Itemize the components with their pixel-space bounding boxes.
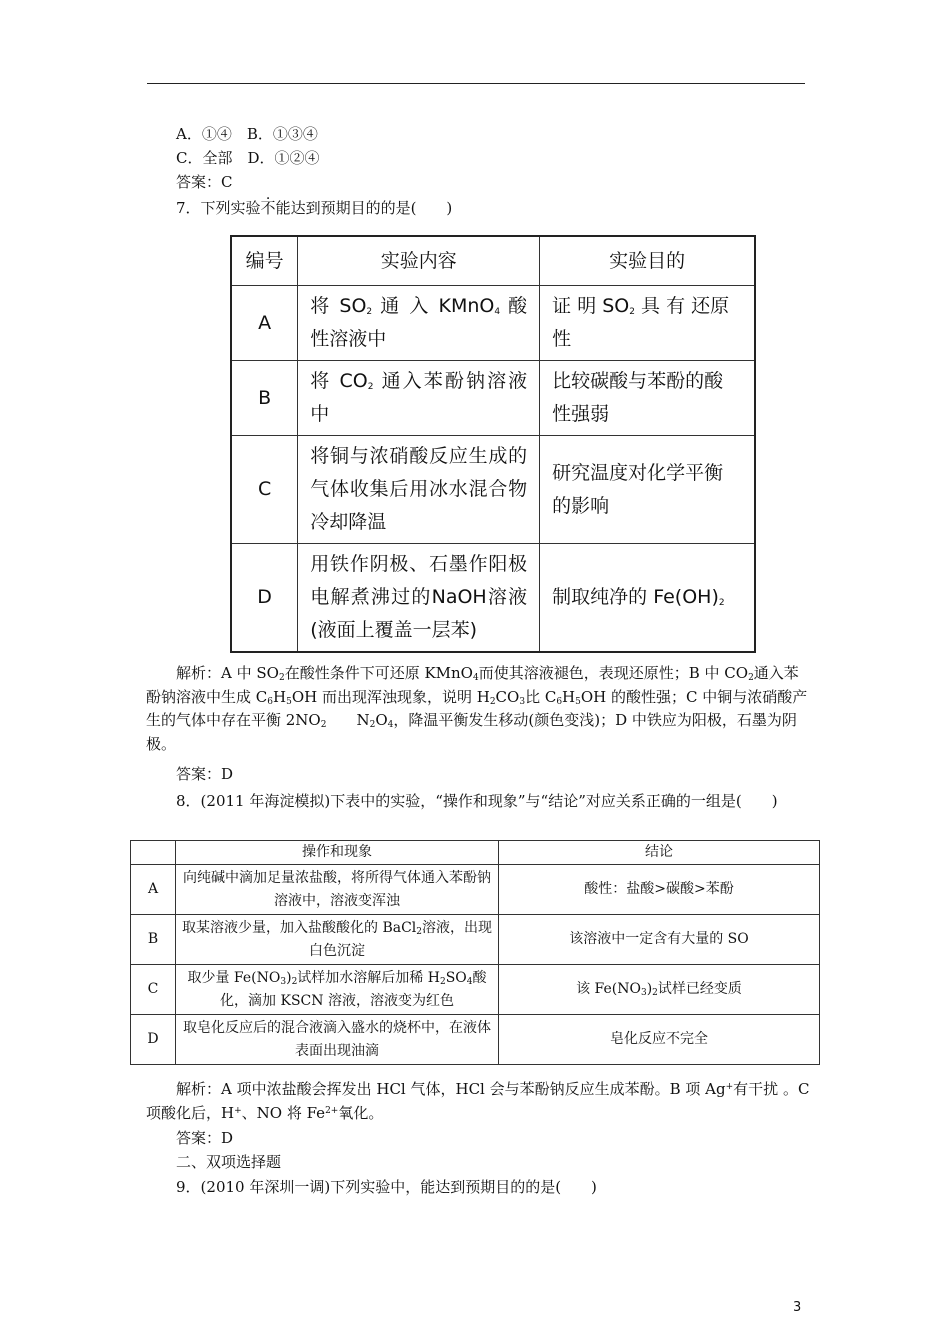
table-row (131, 1015, 820, 1065)
table-header-row (131, 841, 820, 865)
row-operation: 取皂化反应后的混合液滴入盛水的烧杯中，在液体表面出现油滴 (176, 1015, 499, 1065)
q6-options-line2: C．全部 D．①②④ (176, 149, 320, 167)
table-row (131, 865, 820, 915)
q7-analysis: 解析：A 中 $SO_2$在酸性条件下可还原 KMnO$_4$而使其溶液褪色，表现还原性；B 中 $CO_2$通入苯酚钠溶液中生成 $C_6H_5OH$ 而出现浑浊现象，说明 $H_2CO_3$比 $C_6H_5OH$ 的酸性强；C 中铜与浓硝酸产生的气体中存在平衡 $2NO_2$ $N_2O_4$，降温平衡发生移动(颜色变浅)；D 中铁应为阳极，石墨为阴极。 (146, 664, 808, 753)
row-operation: 取少量 $Fe(NO_3)_2$试样加水溶解后加稀 $H_2SO_4$酸化，滴加 KSCN 溶液，溶液变为红色 (176, 965, 499, 1015)
q7-emphasis: 不 (260, 199, 276, 217)
q8-analysis: 解析：A 项中浓盐酸会挥发出 HCl 气体，HCl 会与苯酚钠反应生成苯酚。B 项 Ag+有干扰 。C 项酸化后，H+、NO 将 $Fe^{2+}$氧化。 (146, 1080, 810, 1122)
table-row (231, 361, 755, 436)
q8-stem: 8．(2011 年海淀模拟)下表中的实验，“操作和现象”与“结论”对应关系正确的一组是( ) (176, 792, 778, 810)
row-id: B (131, 915, 176, 965)
row-purpose: 证 明 $SO_2$ 具 有 还原性 (540, 286, 755, 361)
row-conclusion: 酸性：盐酸>碳酸>苯酚 (499, 865, 820, 915)
table-row (131, 965, 820, 1015)
header-cell: 编号 (231, 236, 298, 286)
row-purpose: 制取纯净的 $Fe(OH)_2$ (540, 544, 755, 653)
row-id: C (131, 965, 176, 1015)
row-id: B (231, 361, 298, 436)
header-cell: 实验内容 (298, 236, 540, 286)
header-cell: 实验目的 (540, 236, 755, 286)
row-conclusion: 该 $Fe(NO_3)_2$试样已经变质 (499, 965, 820, 1015)
row-conclusion: 该溶液中一定含有大量的 SO (499, 915, 820, 965)
header-cell: 结论 (499, 841, 820, 865)
row-id: C (231, 436, 298, 544)
row-id: D (231, 544, 298, 653)
header-cell (131, 841, 176, 865)
q7-answer: 答案：D (176, 765, 234, 783)
q7-stem (176, 198, 452, 218)
q6-options-line1: A．①④ B．①③④ (176, 125, 318, 143)
row-operation: 向纯碱中滴加足量浓盐酸，将所得气体通入苯酚钠溶液中，溶液变浑浊 (176, 865, 499, 915)
row-content: 将 $SO_2$ 通 入 KMnO$_4$ 酸性溶液中 (298, 286, 540, 361)
q6-answer: 答案：C (176, 173, 233, 191)
experiment-table-q7 (230, 235, 756, 653)
table-row (231, 436, 755, 544)
table-header-row (231, 236, 755, 286)
row-id: A (131, 865, 176, 915)
row-id: D (131, 1015, 176, 1065)
table-row (231, 544, 755, 653)
header-cell: 操作和现象 (176, 841, 499, 865)
q7-prefix: 7．下列实验 (176, 199, 261, 217)
row-content: 将铜与浓硝酸反应生成的气体收集后用冰水混合物冷却降温 (298, 436, 540, 544)
row-conclusion: 皂化反应不完全 (499, 1015, 820, 1065)
page-number: 3 (793, 1300, 802, 1315)
row-operation: 取某溶液少量，加入盐酸酸化的 BaCl$_2$溶液，出现白色沉淀 (176, 915, 499, 965)
q9-stem: 9．(2010 年深圳一调)下列实验中，能达到预期目的的是( ) (176, 1178, 597, 1196)
q7-suffix: 能达到预期目的的是( ) (275, 199, 453, 217)
table-row (131, 915, 820, 965)
table-row (231, 286, 755, 361)
row-content: 用铁作阴极、石墨作阳极电解煮沸过的NaOH溶液(液面上覆盖一层苯) (298, 544, 540, 653)
row-content: 将 $CO_2$ 通入苯酚钠溶液中 (298, 361, 540, 436)
section-heading: 二、双项选择题 (176, 1153, 282, 1171)
row-purpose: 比较碳酸与苯酚的酸性强弱 (540, 361, 755, 436)
row-purpose: 研究温度对化学平衡的影响 (540, 436, 755, 544)
header-rule (147, 83, 805, 84)
row-id: A (231, 286, 298, 361)
q8-answer: 答案：D (176, 1129, 234, 1147)
experiment-table-q8 (130, 840, 820, 1065)
